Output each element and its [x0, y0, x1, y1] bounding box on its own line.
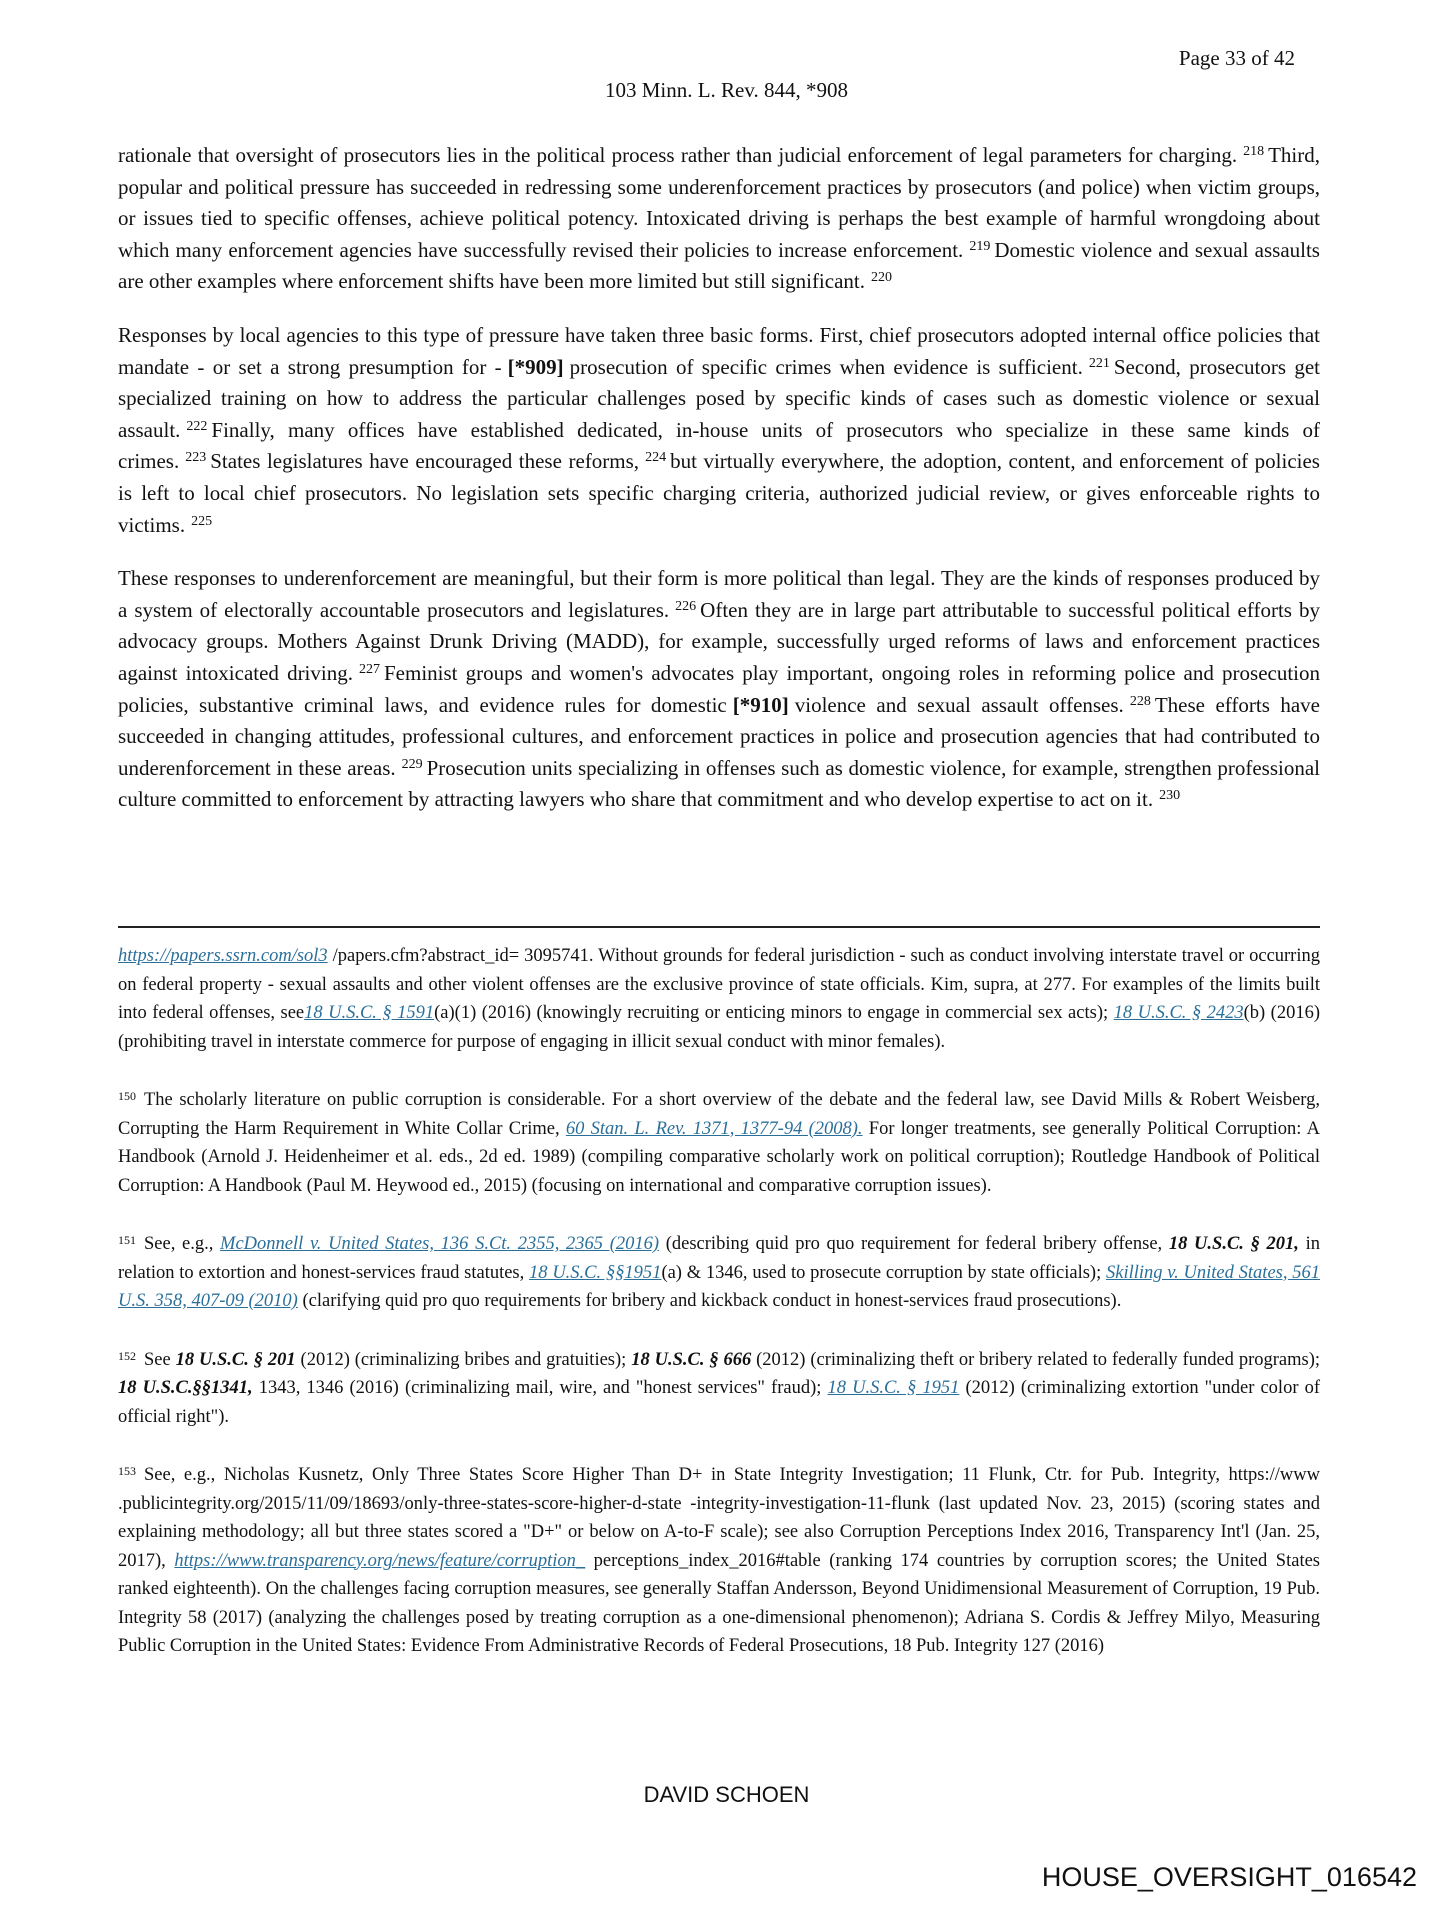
statute-citation: 18 U.S.C. § 201: [175, 1349, 296, 1370]
statute-citation: 18 U.S.C. § 201,: [1168, 1234, 1299, 1254]
main-body: [118, 140, 1320, 838]
footnote-152: [118, 1342, 1320, 1432]
text: Feminist groups and women's advocates play important, ongoing roles in reforming police and prosecution policies, substantive criminal laws, and evidence rules for domestic: [118, 660, 1320, 717]
text: The scholarly literature on public corruption is considerable. For a short overview of the debate and the federal law, see David Mills & Robert Weisberg, Corrupting the Harm Requirement in White Collar Crime,: [118, 1090, 1320, 1139]
text: (clarifying quid pro quo requirements for bribery and kickback conduct in honest-services fraud prosecutions).: [297, 1291, 1122, 1311]
footnote-151: [118, 1226, 1320, 1316]
text: violence and sexual assault offenses.: [794, 692, 1124, 717]
text: Domestic violence and sexual assaults are other examples where enforcement shifts have been more limited but still significant.: [118, 237, 1320, 294]
text: See: [144, 1349, 176, 1370]
body-paragraph-2: [118, 320, 1320, 541]
footnotes-section: [118, 942, 1320, 1687]
running-head-citation: 103 Minn. L. Rev. 844, *908: [604, 78, 849, 102]
text: 1343, 1346 (2016) (criminalizing mail, wire, and "honest services" fraud);: [252, 1378, 828, 1398]
footnote-ref[interactable]: 226: [675, 598, 697, 614]
text: (2012) (criminalizing extortion "under color of official right").: [118, 1378, 1320, 1427]
text: (b) (2016) (prohibiting travel in interstate commerce for purpose of engaging in illicit sexual conduct with minor females).: [118, 1003, 1320, 1052]
footnote-ref[interactable]: 222: [186, 418, 208, 434]
body-paragraph-3: [118, 563, 1320, 816]
text: These efforts have succeeded in changing attitudes, professional cultures, and enforcement practices in police and prosecution agencies that had contributed to underenforcement in these areas.: [118, 692, 1320, 780]
text: Finally, many offices have established dedicated, in-house units of prosecutors who specialize in these same kinds of crimes.: [118, 417, 1320, 474]
footnote-ref[interactable]: 223: [185, 450, 207, 466]
text: rationale that oversight of prosecutors lies in the political process rather than judicial enforcement of legal parameters for charging.: [118, 143, 1238, 167]
text: For longer treatments, see generally Political Corruption: A Handbook (Arnold J. Heidenheimer et al. eds., 2d ed. 1989) (compiling comparative scholarly work on political corruption); Routledge Handbook of Political Corruption: A Handbook (Paul M. Heywood ed., 2015) (focusing on international and comparative corruption issues).: [118, 1118, 1320, 1196]
text: but virtually everywhere, the adoption, content, and enforcement of policies is left to local chief prosecutors. No legislation sets specific charging criteria, authorized judicial review, or gives enforceable rights to victims.: [118, 449, 1320, 537]
star-page-marker: [*909]: [507, 354, 564, 379]
footnote-link[interactable]: McDonnell v. United States, 136 S.Ct. 2355, 2365 (2016): [220, 1234, 660, 1254]
footnote-number: 151: [118, 1233, 136, 1247]
footnote-number: 150: [118, 1089, 136, 1103]
text: States legislatures have encouraged these reforms,: [210, 449, 640, 474]
footnote-link[interactable]: 18 U.S.C. § 2423: [1113, 1003, 1244, 1023]
footnote-ref[interactable]: 225: [191, 513, 213, 529]
body-paragraph-1: [118, 140, 1320, 298]
footnote-153: [118, 1457, 1320, 1661]
footnote-link[interactable]: 60 Stan. L. Rev. 1371, 1377-94 (2008).: [565, 1118, 863, 1139]
page-indicator: Page 33 of 42: [1178, 46, 1295, 70]
text: (2012) (criminalizing bribes and gratuities);: [295, 1349, 632, 1370]
statute-citation: 18 U.S.C. § 666: [631, 1349, 752, 1370]
text: (2012) (criminalizing theft or bribery related to federally funded programs);: [751, 1349, 1320, 1370]
text: Often they are in large part attributable to successful political efforts by advocacy groups. Mothers Against Drunk Driving (MADD), for example, successfully urged reforms of laws and enforcement practices against intoxicated driving.: [118, 597, 1320, 685]
footnote-continuation: [118, 942, 1320, 1056]
text: These responses to underenforcement are meaningful, but their form is more political than legal. They are the kinds of responses produced by a system of electorally accountable prosecutors and legislatures.: [118, 566, 1320, 622]
footnote-ref[interactable]: 224: [645, 450, 667, 466]
statute-citation: 18 U.S.C.§§1341,: [118, 1378, 253, 1398]
text: Responses by local agencies to this type of pressure have taken three basic forms. First, chief prosecutors adopted internal office policies that mandate - or set a strong presumption for -: [118, 322, 1320, 379]
text: Third, popular and political pressure has succeeded in redressing some underenforcement practices by prosecutors (and police) when victim groups, or issues tied to specific offenses, achieve political potency. Intoxicated driving is perhaps the best example of harmful wrongdoing about which many enforcement agencies have successfully revised their policies to increase enforcement.: [118, 143, 1320, 262]
footer-author: DAVID SCHOEN: [643, 1782, 810, 1807]
footnote-ref[interactable]: 221: [1088, 355, 1110, 371]
footnote-ref[interactable]: 230: [1159, 788, 1181, 804]
footnote-ref[interactable]: 220: [871, 270, 892, 286]
footnote-ref[interactable]: 227: [358, 661, 380, 677]
text: prosecution of specific crimes when evidence is sufficient.: [569, 354, 1083, 379]
footnote-150: [118, 1082, 1320, 1200]
footnote-ref[interactable]: 229: [401, 756, 423, 772]
text: (a)(1) (2016) (knowingly recruiting or enticing minors to engage in commercial sex acts);: [434, 1003, 1114, 1023]
footnote-divider: [118, 926, 1320, 928]
footnote-link[interactable]: Skilling v. United States, 561 U.S. 358, 407-09 (2010): [118, 1262, 1321, 1311]
bates-number: HOUSE_OVERSIGHT_016542: [1041, 1862, 1417, 1892]
footnote-ref[interactable]: 218: [1243, 144, 1265, 159]
footnote-ref[interactable]: 219: [969, 238, 991, 254]
text: perceptions_index_2016#table (ranking 174 countries by corruption scores; the United States ranked eighteenth). On the challenges facing corruption measures, see generally Staffan Andersson, Beyond Unidimensional Measurement of Corruption, 19 Pub. Integrity 58 (2017) (analyzing the challenges posed by treating corruption as a one-dimensional phenomenon); Adriana S. Cordis & Jeffrey Milyo, Measuring Public Corruption in the United States: Evidence From Administrative Records of Federal Prosecutions, 18 Pub. Integrity 127 (2016): [118, 1550, 1320, 1656]
footnote-link[interactable]: https://www.transparency.org/news/feature/corruption_: [174, 1550, 586, 1571]
text: (a) & 1346, used to prosecute corruption by state officials);: [661, 1262, 1106, 1283]
footnote-number: 153: [118, 1464, 136, 1478]
footnote-ref[interactable]: 228: [1129, 693, 1151, 709]
text: See, e.g.,: [144, 1234, 221, 1254]
text: (describing quid pro quo requirement for federal bribery offense,: [659, 1234, 1169, 1254]
footnote-link[interactable]: 18 U.S.C. § 1591: [304, 1003, 435, 1023]
text: Second, prosecutors get specialized training on how to address the particular challenges posed by specific kinds of cases such as domestic violence or sexual assault.: [118, 354, 1320, 442]
footnote-number: 152: [118, 1348, 136, 1363]
footnote-link[interactable]: 18 U.S.C. § 1951: [827, 1378, 960, 1398]
text: Prosecution units specializing in offenses such as domestic violence, for example, strengthen professional culture committed to enforcement by attracting lawyers who share that commitment and who develop expertise to act on it.: [118, 755, 1321, 812]
text: See, e.g., Nicholas Kusnetz, Only Three States Score Higher Than D+ in State Integrity Investigation; 11 Flunk, Ctr. for Pub. Integrity, https://www .publicintegrity.org/2015/11/09/18693/only-three-states-score-higher-d-state -integrity-investigation-11-flunk (last updated Nov. 23, 2015) (scoring states and explaining methodology; all but three states scored a "D+" or below on A-to-F scale); see also Corruption Perceptions Index 2016, Transparency Int'l (Jan. 25, 2017),: [118, 1465, 1320, 1571]
footnote-link[interactable]: https://papers.ssrn.com/sol3: [118, 946, 328, 966]
star-page-marker: [*910]: [732, 692, 789, 717]
footnote-link[interactable]: 18 U.S.C. §§1951: [529, 1262, 662, 1283]
text: /papers.cfm?abstract_id= 3095741. Without grounds for federal jurisdiction - such as conduct involving interstate travel or occurring on federal property - sexual assaults and other violent offenses are the exclusive province of state officials. Kim, supra, at 277. For examples of the limits built into federal offenses, see: [118, 946, 1320, 1023]
text: in relation to extortion and honest-services fraud statutes,: [118, 1234, 1320, 1283]
